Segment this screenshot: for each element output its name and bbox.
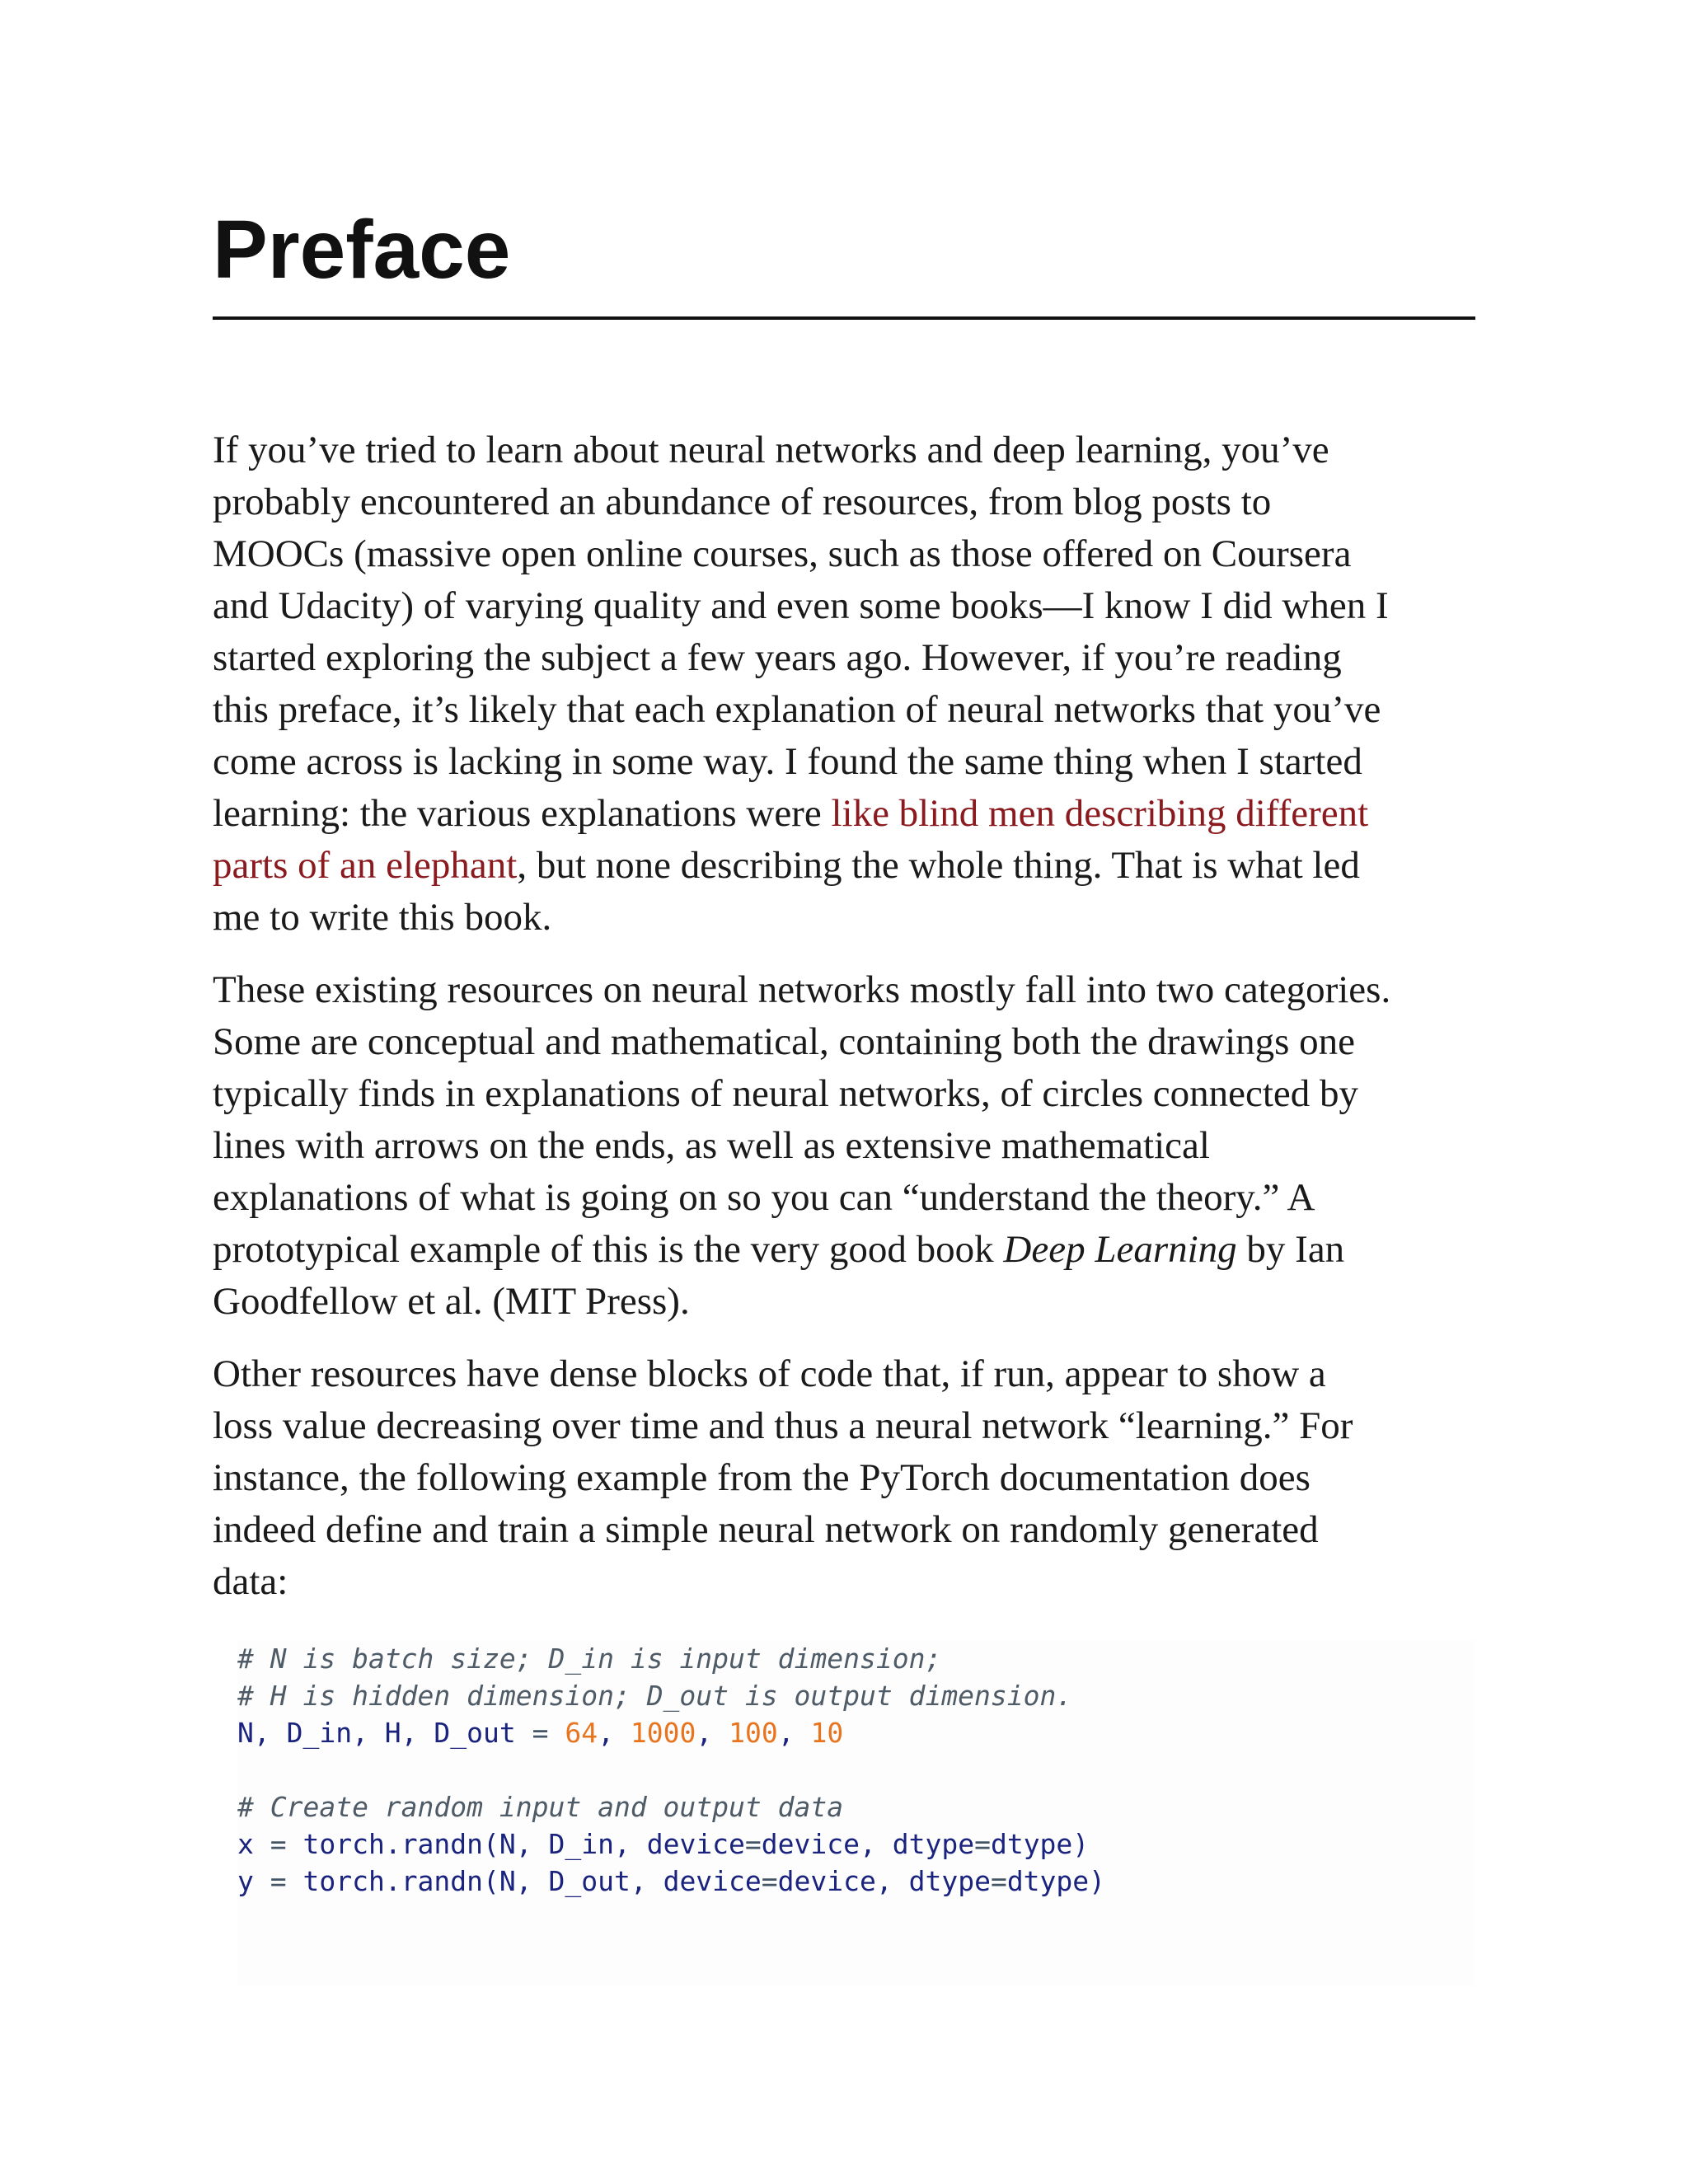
text-line: started exploring the subject a few years ago. However, if you’re reading: [213, 636, 1342, 679]
text-line: indeed define and train a simple neural network on randomly generated: [213, 1508, 1319, 1551]
paragraph-3: [213, 1348, 1498, 1608]
text-line: Goodfellow et al. (MIT Press).: [213, 1280, 690, 1323]
code-variable: x: [237, 1828, 254, 1860]
code-comment: # H is hidden dimension; D_out is output dimension.: [237, 1680, 1073, 1712]
code-line: [237, 1714, 1474, 1751]
text-line: [213, 1224, 1498, 1276]
text-line: If you’ve tried to learn about neural networks and deep learning, you’ve: [213, 429, 1329, 471]
code-separator: ,: [777, 1717, 811, 1749]
blind-men-elephant-link[interactable]: like blind men describing different: [831, 792, 1369, 835]
code-blank-line: [237, 1751, 1474, 1788]
code-operator: =: [761, 1865, 778, 1897]
code-block: [237, 1640, 1474, 1986]
code-call: dtype): [990, 1828, 1090, 1860]
body-text: [213, 424, 1498, 1629]
text-line: Other resources have dense blocks of code that, if run, appear to show a: [213, 1352, 1326, 1395]
text-line: typically finds in explanations of neural networks, of circles connected by: [213, 1072, 1358, 1115]
text-line: probably encountered an abundance of resources, from blog posts to: [213, 480, 1272, 523]
code-line: [237, 1825, 1474, 1863]
text-segment: prototypical example of this is the very good book: [213, 1228, 1004, 1271]
paragraph-1: [213, 424, 1498, 944]
code-separator: ,: [696, 1717, 729, 1749]
code-number: 100: [729, 1717, 778, 1749]
paragraph-2: [213, 964, 1498, 1328]
text-line: me to write this book.: [213, 896, 552, 939]
code-call: device, dtype: [761, 1828, 975, 1860]
code-call: torch.randn(N, D_out, device: [302, 1865, 762, 1897]
title-divider: [213, 316, 1475, 320]
code-separator: ,: [598, 1717, 631, 1749]
text-line: loss value decreasing over time and thus a neural network “learning.” For: [213, 1404, 1353, 1447]
text-line: [213, 788, 1498, 840]
code-operator: =: [744, 1828, 762, 1860]
code-comment: # N is batch size; D_in is input dimension;: [237, 1643, 942, 1675]
text-line: instance, the following example from the PyTorch documentation does: [213, 1456, 1311, 1499]
code-call: device, dtype: [777, 1865, 991, 1897]
text-line: Some are conceptual and mathematical, containing both the drawings one: [213, 1020, 1356, 1063]
code-operator: =: [515, 1717, 565, 1749]
code-call: dtype): [1006, 1865, 1106, 1897]
code-operator: =: [253, 1828, 303, 1860]
code-operator: =: [974, 1828, 991, 1860]
text-line: data:: [213, 1560, 288, 1603]
code-operator: =: [253, 1865, 303, 1897]
code-number: 10: [810, 1717, 844, 1749]
book-title: Deep Learning: [1003, 1228, 1237, 1271]
text-line: and Udacity) of varying quality and even some books—I know I did when I: [213, 584, 1389, 627]
text-line: MOOCs (massive open online courses, such as those offered on Coursera: [213, 532, 1352, 575]
code-number: 64: [565, 1717, 598, 1749]
text-line: lines with arrows on the ends, as well as extensive mathematical: [213, 1124, 1210, 1167]
text-line: come across is lacking in some way. I found the same thing when I started: [213, 740, 1362, 783]
text-segment: , but none describing the whole thing. That is what led: [517, 844, 1360, 887]
text-segment: by Ian: [1236, 1228, 1345, 1271]
page-title: Preface: [213, 204, 511, 296]
code-line: [237, 1863, 1474, 1900]
code-variable: y: [237, 1865, 254, 1897]
code-call: torch.randn(N, D_in, device: [302, 1828, 745, 1860]
text-line: [213, 840, 1498, 892]
text-segment: learning: the various explanations were: [213, 792, 832, 835]
text-line: These existing resources on neural networks mostly fall into two categories.: [213, 968, 1391, 1011]
blind-men-elephant-link-continued[interactable]: parts of an elephant: [213, 844, 518, 887]
text-line: explanations of what is going on so you can “understand the theory.” A: [213, 1176, 1315, 1219]
code-operator: =: [990, 1865, 1007, 1897]
code-comment: # Create random input and output data: [237, 1791, 844, 1823]
code-number: 1000: [630, 1717, 696, 1749]
code-identifiers: N, D_in, H, D_out: [237, 1717, 516, 1749]
text-line: this preface, it’s likely that each explanation of neural networks that you’ve: [213, 688, 1381, 731]
